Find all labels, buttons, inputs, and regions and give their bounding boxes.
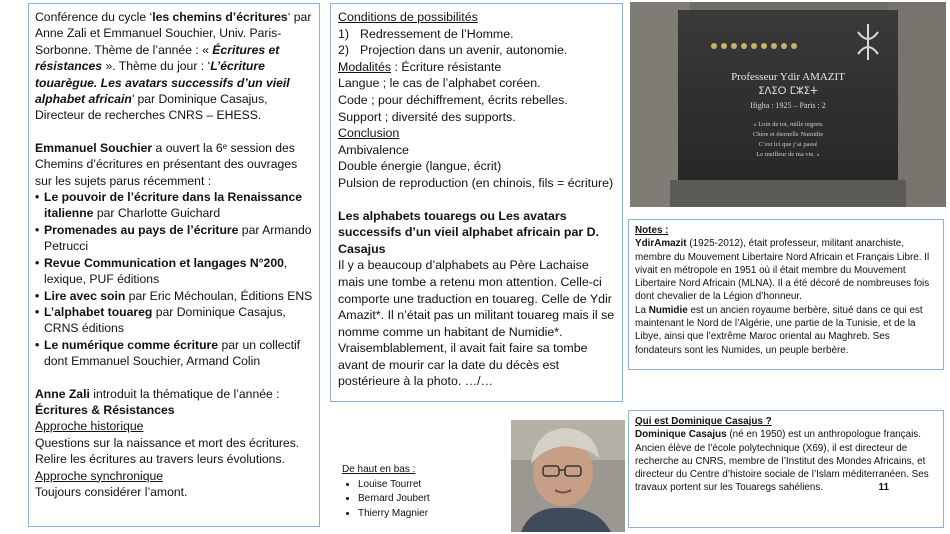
book-item: • Promenades au pays de l’écriture par Armando Petrucci: [35, 222, 312, 254]
portrait-illustration: [511, 420, 625, 532]
book-title: Promenades au pays de l’écriture: [44, 222, 239, 237]
book-details: par Dominique Casajus, CRNS éditions: [44, 304, 286, 336]
credit-name: • Thierry Magnier: [358, 507, 502, 522]
credits-title: De haut en bas :: [342, 464, 416, 475]
tomb-photo: [630, 2, 946, 207]
tomb-line: ⵉⴷⵉⵔ ⵎⵣⵉⵜ: [758, 86, 818, 97]
synchronic-approach-heading: Approche synchronique: [35, 468, 164, 483]
intro-text-d: ’ par Dominique Casajus, Directeur de recherches CNRS – EHESS.: [35, 92, 268, 123]
notes-title: Notes :: [635, 225, 669, 236]
book-title: Le pouvoir de l’écriture dans la Renaissance italienne: [44, 190, 303, 221]
conditions-list: [338, 26, 615, 59]
book-details: par Charlotte Guichard: [93, 206, 221, 221]
page-number: 11: [878, 482, 889, 494]
credits-list: [342, 478, 502, 522]
conditions-heading: Conditions de possibilités: [338, 10, 478, 24]
tomb-line: Le meilleur de ma vie. »: [756, 151, 820, 158]
book-item: • Revue Communication et langages N°200, lexique, PUF éditions: [35, 255, 288, 287]
modality-line: Code ; pour déchiffrement, écrits rebelles.: [338, 92, 568, 107]
zali-theme: Écritures & Résistances: [35, 402, 175, 417]
note-amazit-name: YdirAmazit: [635, 238, 687, 250]
note-amazit: [635, 237, 937, 303]
photo-credits: [342, 463, 502, 521]
casajus-bio-box: [628, 410, 944, 528]
tomb-line: C’est ici que j’ai passé: [758, 141, 818, 148]
conclusion-line: Double énergie (langue, écrit): [338, 159, 502, 174]
book-item: • L’alphabet touareg par Dominique Casajus, CRNS éditions: [35, 304, 286, 336]
book-details: par un collectif dont Emmanuel Souchier, Armand Colin: [44, 337, 301, 369]
touareg-story: Il y a beaucoup d’alphabets au Père Lachaise mais une tombe a retenu mon attention. Celle-ci comporte une traduction en touareg. Celle de Ydir Amazit*. Il n’était pas un militant touareg mais il se nomme comme un habitant de Numidie*. Vraisemblablement, il avait fait faire sa tombe avant de mourir car la date du décès est postérieure à la photo. …/…: [338, 258, 615, 389]
bio-name: Dominique Casajus: [635, 429, 727, 441]
conclusion-line: Pulsion de reproduction (en chinois, fils = écriture): [338, 175, 614, 190]
conclusion-line: Ambivalence: [338, 142, 409, 157]
year-theme: Écritures et résistances: [35, 42, 280, 74]
day-theme: L’écriture touarègue. Les avatars successifs d’un vieil alphabet africain: [35, 59, 290, 107]
note-numidie-lead: La: [635, 304, 649, 316]
note-numidie: [635, 304, 937, 357]
book-list: [35, 189, 313, 369]
book-title: L’alphabet touareg: [44, 304, 153, 319]
intro-text-b: ‘ par Anne Zali et Emmanuel Souchier, Univ. Paris-Sorbonne. Thème de l’année : «: [35, 10, 312, 57]
note-numidie-name: Numidie: [648, 304, 688, 316]
book-item: • Le numérique comme écriture par un collectif dont Emmanuel Souchier, Armand Colin: [35, 337, 301, 369]
modality-line: Support ; diversité des supports.: [338, 109, 516, 124]
souchier-name: Emmanuel Souchier: [35, 140, 153, 155]
tomb-illustration: [630, 2, 946, 207]
condition-item: [338, 42, 615, 59]
note-numidie-text: est un ancien royaume berbère, situé dans ce qui est maintenant le Nord de l’Algérie, une partie de la Tunisie, et de la Libye, ainsi que l’extrême Maroc oriental au Maghreb. Ses fondateurs sont les Numides, un peuple berbère.: [635, 304, 923, 356]
book-title: Lire avec soin: [44, 288, 126, 303]
souchier-paragraph: [35, 140, 313, 189]
credit-name: • Louise Tourret: [358, 478, 502, 493]
book-title: Le numérique comme écriture: [44, 337, 219, 352]
tomb-line: Professeur Ydir AMAZIT: [731, 71, 845, 83]
modalities-label: Modalités: [338, 59, 392, 74]
intro-paragraph: [35, 9, 313, 124]
condition-text: Redressement de l’Homme.: [360, 26, 514, 41]
conference-summary-box: [28, 3, 320, 527]
book-item: • Lire avec soin par Eric Méchoulan, Éditions ENS: [35, 288, 313, 303]
tomb-line: « Loin de toi, mille regrets: [753, 121, 823, 128]
modality-line: Langue ; le cas de l’alphabet coréen.: [338, 76, 541, 91]
book-details: par Eric Méchoulan, Éditions ENS: [125, 288, 313, 303]
note-amazit-text: (1925-2012), était professeur, militant anarchiste, membre du Mouvement Libertaire Nord Africain et Français Libre. Il vivait en métropole en 1951 où il était membre du Mouvement Libertaire Nord Africain (MLNA). Il a été décoré de nombreuses fois dont chevalier de la Légion d’honneur.: [635, 238, 930, 303]
intro-text-a: Conférence du cycle ‘: [35, 10, 153, 24]
tomb-line: Chère et éternelle Numidie: [752, 131, 824, 138]
historical-approach-heading: Approche historique: [35, 419, 144, 434]
historical-line: Relire les écritures au travers leurs évolutions.: [35, 452, 285, 467]
zali-text: introduit la thématique de l’année :: [89, 386, 280, 401]
book-details: par Armando Petrucci: [44, 222, 312, 254]
bio-title: Qui est Dominique Casajus ?: [635, 416, 772, 427]
book-item: • Le pouvoir de l’écriture dans la Renaissance italienne par Charlotte Guichard: [35, 190, 303, 221]
condition-number: 2): [338, 43, 350, 58]
zali-paragraph: [35, 386, 313, 402]
conclusion-heading: Conclusion: [338, 126, 400, 141]
condition-item: [338, 26, 615, 43]
bio-body: (né en 1950) est un anthropologue français. Ancien élève de l’école polytechnique (X69), il est directeur de recherche au CNRS, membre de l’Institut des Mondes Africains, et directeur du Centre d’histoire sociale de l’Islam méditerranéen. Ses travaux portent sur les Touaregs sahéliens.: [635, 429, 929, 494]
modalities-line: [338, 59, 615, 76]
notes-box: [628, 219, 944, 370]
book-title: Revue Communication et langages N°200: [44, 255, 284, 270]
book-details: , lexique, PUF éditions: [44, 255, 288, 287]
touareg-section-title: Les alphabets touaregs ou Les avatars successifs d’un vieil alphabet africain par D. Casajus: [338, 208, 599, 256]
synchronic-line: Toujours considérer l’amont.: [35, 484, 188, 499]
souchier-text: a ouvert la 6ᵉ session des Chemins d’écritures en présentant des ouvrages sur les sujets parus récemment :: [35, 140, 298, 188]
bio-text: [635, 428, 937, 494]
historical-line: Questions sur la naissance et mort des écritures.: [35, 435, 300, 450]
tomb-line: Ifigha : 1925 – Paris : 2: [750, 101, 826, 110]
intro-text-c: ». Thème du jour : ‘: [102, 59, 211, 74]
cycle-name: les chemins d’écritures: [152, 10, 288, 24]
modalities-text: : Écriture résistante: [391, 59, 502, 74]
zali-name: Anne Zali: [35, 386, 90, 401]
condition-text: Projection dans un avenir, autonomie.: [360, 43, 568, 58]
conditions-box: [330, 3, 623, 402]
credit-name: • Bernard Joubert: [358, 492, 502, 507]
casajus-photo: [511, 420, 625, 532]
condition-number: 1): [338, 26, 350, 41]
